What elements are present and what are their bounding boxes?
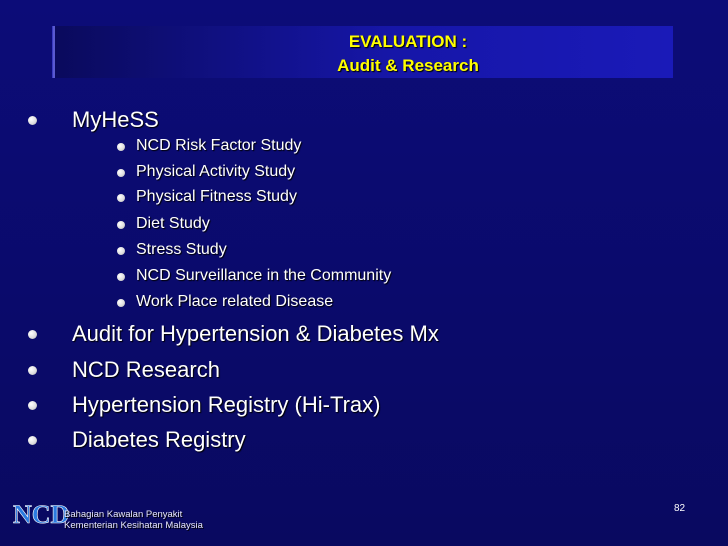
sub-item-label: Diet Study [136,215,210,232]
list-item-ncd-research [72,357,220,383]
slide-title: EVALUATION : [348,32,468,51]
bullet-icon [28,366,37,375]
list-item-label: NCD Research [72,357,220,382]
list-item-hypertension-registry [72,392,380,418]
bullet-icon [28,330,37,339]
bullet-icon [117,194,125,202]
bullet-icon [117,273,125,281]
bullet-icon [117,247,125,255]
sub-item-label: Physical Activity Study [136,163,296,180]
slide-subtitle: Audit & Research [337,56,479,75]
org-name-line1: Bahagian Kawalan Penyakit [64,509,183,520]
list-item-label: Hypertension Registry (Hi-Trax) [72,392,381,417]
list-item-label: Diabetes Registry [72,427,246,452]
sub-item-label: NCD Risk Factor Study [136,137,302,154]
sub-item [136,241,227,259]
title-banner [52,26,673,78]
sub-item [136,293,333,311]
list-item-label: MyHeSS [72,107,159,132]
sub-item [136,188,297,206]
page-number: 82 [674,503,686,514]
sub-item [136,163,295,181]
sub-item [136,215,210,233]
org-name-line2: Kementerian Kesihatan Malaysia [64,520,203,531]
bullet-icon [28,436,37,445]
list-item-diabetes-registry [72,427,246,453]
sub-item-label: Work Place related Disease [136,293,334,310]
sub-item-label: Physical Fitness Study [136,188,297,205]
sub-item [136,267,391,285]
list-item-myhess [72,107,159,133]
ncd-logo [12,499,70,529]
bullet-icon [28,116,37,125]
bullet-icon [117,169,125,177]
bullet-icon [28,401,37,410]
bullet-icon [117,221,125,229]
logo-text: NCD [13,500,70,529]
list-item-audit [72,321,439,347]
sub-item-label: NCD Surveillance in the Community [136,267,392,284]
bullet-icon [117,143,125,151]
bullet-icon [117,299,125,307]
list-item-label: Audit for Hypertension & Diabetes Mx [72,321,439,346]
sub-item [136,137,301,155]
sub-item-label: Stress Study [136,241,227,258]
